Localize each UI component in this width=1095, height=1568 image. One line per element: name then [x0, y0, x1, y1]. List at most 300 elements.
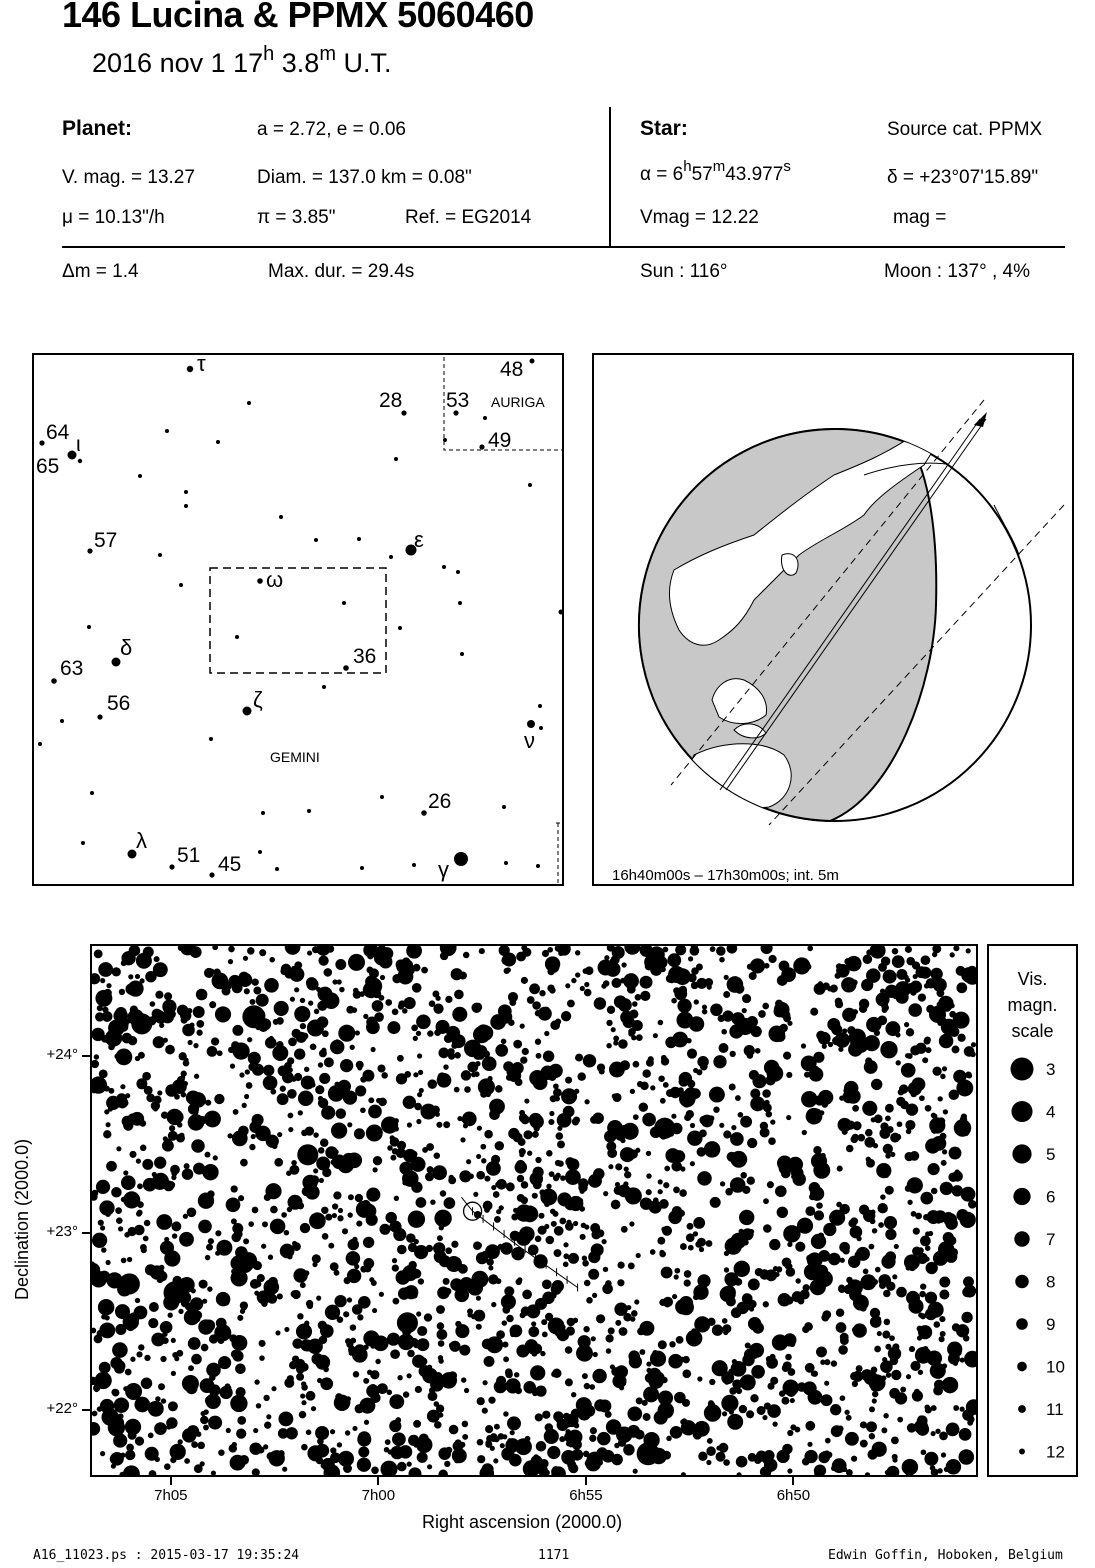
- field-star: [519, 1152, 524, 1157]
- field-star: [387, 1021, 400, 1034]
- field-star: [245, 1069, 250, 1074]
- finder-star: [257, 578, 263, 584]
- field-star: [857, 1236, 862, 1241]
- field-star: [814, 983, 826, 995]
- finder-star: [179, 583, 183, 587]
- field-star: [712, 1360, 728, 1376]
- field-star: [713, 1055, 726, 1068]
- field-star: [547, 1446, 560, 1459]
- field-star: [633, 1469, 638, 1474]
- field-star: [200, 1378, 215, 1393]
- field-star: [306, 1391, 316, 1401]
- field-star: [482, 1408, 488, 1414]
- finder-star: [527, 720, 535, 728]
- field-star: [949, 1090, 959, 1100]
- field-star: [965, 971, 970, 976]
- field-star: [746, 1410, 754, 1418]
- field-star: [602, 1283, 613, 1294]
- field-star: [128, 974, 133, 979]
- field-star: [127, 1257, 132, 1262]
- field-star: [488, 1397, 495, 1404]
- field-star: [231, 1350, 240, 1359]
- field-star: [620, 1147, 635, 1162]
- field-star: [795, 1242, 805, 1252]
- field-star: [938, 1096, 943, 1101]
- field-star: [313, 1132, 319, 1138]
- field-star: [416, 1015, 431, 1030]
- field-star: [739, 1210, 754, 1225]
- field-star: [642, 1113, 656, 1127]
- field-star: [590, 1427, 597, 1434]
- field-star: [618, 1039, 628, 1049]
- field-star: [437, 1235, 443, 1241]
- field-star: [141, 1378, 152, 1389]
- field-star: [165, 1182, 171, 1188]
- field-star: [353, 1371, 359, 1377]
- field-star: [194, 1074, 199, 1079]
- field-star: [294, 987, 299, 992]
- field-star: [263, 1444, 268, 1449]
- field-star: [846, 1415, 852, 1421]
- field-star: [321, 1048, 326, 1053]
- field-star: [101, 1247, 106, 1252]
- field-star: [92, 1411, 97, 1417]
- field-star: [379, 1224, 390, 1235]
- field-star: [905, 1185, 912, 1192]
- field-star: [149, 1470, 157, 1475]
- field-star: [502, 1320, 507, 1325]
- finder-label: 65: [36, 455, 60, 478]
- field-star: [821, 1153, 826, 1158]
- field-star: [390, 1137, 400, 1147]
- field-star: [438, 1413, 443, 1418]
- field-star: [191, 1354, 202, 1365]
- field-star: [471, 1314, 476, 1319]
- field-star: [865, 1057, 872, 1064]
- field-star: [839, 1242, 850, 1253]
- field-star: [607, 1006, 615, 1014]
- planet-parallax: π = 3.85": [257, 207, 336, 228]
- field-star: [672, 1032, 688, 1048]
- field-star: [459, 1345, 470, 1356]
- field-star: [899, 1084, 908, 1093]
- field-star: [272, 1045, 288, 1061]
- field-star: [920, 1236, 931, 1247]
- field-star: [680, 1419, 685, 1424]
- finder-label: 64: [46, 421, 70, 444]
- field-star: [764, 1403, 771, 1410]
- field-star: [592, 1293, 597, 1298]
- finder-star: [184, 490, 188, 494]
- field-star: [565, 1346, 573, 1354]
- legend-symbol: [1017, 1362, 1027, 1372]
- field-star: [843, 1090, 854, 1101]
- field-star: [884, 1216, 897, 1229]
- field-star: [337, 1215, 343, 1221]
- field-star: [585, 966, 594, 975]
- field-star: [347, 1122, 352, 1127]
- field-star: [300, 1339, 312, 1351]
- field-star: [720, 1181, 725, 1186]
- field-star: [370, 1370, 379, 1379]
- field-star: [292, 1242, 301, 1251]
- finder-star: [258, 850, 262, 854]
- field-star: [103, 1130, 111, 1138]
- field-star: [905, 946, 912, 953]
- field-star: [338, 1025, 355, 1042]
- field-star: [130, 1112, 144, 1126]
- field-star: [360, 1076, 366, 1082]
- field-star: [931, 1127, 938, 1134]
- field-star: [248, 1063, 256, 1071]
- field-star: [643, 1413, 651, 1421]
- field-star: [698, 1452, 707, 1461]
- field-star: [623, 1313, 632, 1322]
- field-star: [892, 955, 905, 968]
- field-star: [961, 1312, 972, 1323]
- field-star: [745, 1342, 751, 1348]
- field-star: [438, 1470, 447, 1475]
- y-axis-tick: [82, 1232, 90, 1234]
- field-star: [871, 1079, 882, 1090]
- moon-info: Moon : 137° , 4%: [884, 261, 1030, 282]
- field-star: [584, 1280, 591, 1287]
- field-star: [490, 1014, 506, 1030]
- field-star: [860, 1328, 865, 1333]
- finder-star: [184, 504, 188, 508]
- field-star: [775, 1186, 787, 1198]
- field-star: [855, 1252, 861, 1258]
- field-star: [918, 993, 926, 1001]
- field-star: [202, 1299, 207, 1304]
- finder-star: [322, 685, 326, 689]
- finder-star: [216, 440, 220, 444]
- field-star: [287, 1207, 292, 1212]
- planet-diameter: Diam. = 137.0 km = 0.08": [257, 167, 472, 188]
- field-star: [729, 1387, 736, 1394]
- field-star: [298, 1110, 303, 1115]
- field-star: [829, 1210, 845, 1226]
- field-star: [959, 1449, 975, 1465]
- field-star: [738, 1229, 743, 1234]
- field-star: [804, 1450, 817, 1463]
- field-star: [264, 1422, 271, 1429]
- field-star: [237, 1315, 243, 1321]
- field-star: [615, 1320, 621, 1326]
- finder-star: [460, 652, 464, 656]
- finder-label: 57: [94, 529, 118, 552]
- finder-star: [275, 867, 279, 871]
- field-star: [449, 1341, 460, 1352]
- field-star: [484, 1130, 493, 1139]
- field-star: [770, 1119, 775, 1124]
- field-star: [237, 1256, 254, 1273]
- finder-label: τ: [197, 355, 206, 376]
- field-star: [171, 1171, 177, 1177]
- field-star: [597, 1432, 611, 1446]
- field-star: [455, 1324, 469, 1338]
- field-star: [191, 1288, 196, 1293]
- field-star: [781, 967, 796, 982]
- field-star: [521, 1181, 529, 1189]
- field-star: [763, 1224, 772, 1233]
- field-star: [722, 1318, 728, 1324]
- field-star: [725, 1237, 742, 1254]
- field-star: [679, 1189, 687, 1197]
- field-star: [446, 1256, 462, 1272]
- field-star: [801, 1091, 818, 1108]
- field-star: [331, 1122, 347, 1138]
- field-star: [316, 1295, 321, 1300]
- field-star: [696, 964, 703, 971]
- field-star: [563, 1106, 575, 1118]
- field-star: [521, 1306, 531, 1316]
- field-star: [584, 1225, 589, 1230]
- field-star: [119, 989, 125, 995]
- field-star: [886, 1372, 892, 1378]
- field-star: [256, 1403, 261, 1408]
- field-star: [863, 955, 873, 965]
- globe-caption: 16h40m00s – 17h30m00s; int. 5m: [612, 867, 839, 884]
- field-star: [144, 1220, 151, 1227]
- field-star: [218, 1449, 224, 1455]
- field-star: [892, 1343, 899, 1350]
- field-star: [237, 1416, 246, 1425]
- field-star: [873, 1143, 878, 1148]
- field-star: [743, 1293, 749, 1299]
- field-star: [306, 1430, 312, 1436]
- field-star: [181, 1092, 187, 1098]
- field-star: [748, 1453, 757, 1462]
- field-star: [113, 1009, 127, 1023]
- field-star: [317, 1438, 324, 1445]
- finder-star: [528, 483, 532, 487]
- field-star: [397, 1245, 407, 1255]
- field-star: [696, 978, 707, 989]
- field-star: [424, 1313, 432, 1321]
- field-star: [646, 1368, 651, 1373]
- field-star: [813, 1162, 830, 1179]
- field-star: [277, 1293, 283, 1299]
- x-axis-tick-label: 7h05: [154, 1487, 188, 1504]
- field-star: [648, 1396, 654, 1402]
- field-star: [267, 1452, 275, 1460]
- field-star: [684, 1270, 692, 1278]
- field-star: [702, 1005, 707, 1010]
- field-star: [762, 1454, 773, 1465]
- field-star: [885, 1344, 891, 1350]
- field-star: [343, 1311, 349, 1317]
- field-star: [734, 1261, 750, 1277]
- delta-magnitude: Δm = 1.4: [62, 261, 139, 282]
- field-star: [271, 1386, 276, 1391]
- field-star: [838, 1047, 843, 1052]
- field-star: [549, 1111, 554, 1116]
- field-star: [686, 1330, 703, 1347]
- field-star: [285, 1418, 292, 1425]
- field-star: [263, 1279, 279, 1295]
- field-star: [460, 1137, 465, 1142]
- field-star: [882, 1331, 890, 1339]
- field-star: [502, 1434, 507, 1439]
- field-star: [100, 1399, 114, 1413]
- field-star: [636, 1253, 641, 1258]
- field-star: [229, 1334, 237, 1342]
- field-star: [836, 1202, 842, 1208]
- field-star: [895, 1032, 900, 1037]
- finder-label: 49: [488, 429, 512, 452]
- field-star: [596, 1447, 607, 1458]
- field-star: [416, 1119, 421, 1124]
- field-star: [489, 1109, 500, 1120]
- field-star: [334, 1270, 340, 1276]
- field-star: [639, 1102, 648, 1111]
- field-star: [924, 983, 929, 988]
- finder-label: 56: [107, 692, 131, 715]
- field-star: [247, 1037, 252, 1042]
- field-star: [195, 1147, 201, 1153]
- field-star: [502, 1306, 510, 1314]
- field-star: [897, 1121, 903, 1127]
- field-star: [707, 1318, 715, 1326]
- field-star: [387, 1390, 392, 1395]
- field-star: [199, 1280, 208, 1289]
- field-star: [553, 1083, 559, 1089]
- field-star: [614, 1443, 620, 1449]
- field-star: [723, 1130, 731, 1138]
- field-star: [319, 1178, 324, 1183]
- field-star: [929, 1006, 946, 1023]
- field-star: [947, 1341, 962, 1356]
- finder-star: [165, 429, 169, 433]
- field-star: [505, 1371, 513, 1379]
- field-star: [630, 1089, 635, 1094]
- field-star: [531, 1321, 536, 1326]
- field-star: [291, 1160, 297, 1166]
- field-star: [773, 1266, 778, 1271]
- field-star: [434, 1421, 442, 1429]
- field-star: [658, 1020, 664, 1026]
- field-star: [274, 1001, 289, 1016]
- field-star: [650, 1085, 655, 1090]
- field-star: [678, 1087, 684, 1093]
- field-star: [849, 1029, 866, 1046]
- field-star: [366, 966, 373, 973]
- field-star: [935, 1429, 940, 1434]
- field-star: [112, 1389, 120, 1397]
- field-star: [891, 1370, 901, 1380]
- field-star: [406, 1156, 411, 1161]
- field-star: [779, 1390, 785, 1396]
- field-star: [508, 1019, 515, 1026]
- field-star: [878, 1274, 890, 1286]
- field-star: [749, 1070, 759, 1080]
- finder-label: 53: [446, 389, 470, 412]
- field-star: [668, 1211, 682, 1225]
- field-star: [693, 1285, 708, 1300]
- field-star: [532, 1131, 539, 1138]
- star-declination: δ = +23°07'15.89": [887, 167, 1039, 188]
- field-star: [168, 1401, 178, 1411]
- field-star: [446, 1026, 460, 1040]
- field-star: [125, 1369, 132, 1376]
- field-star: [916, 966, 928, 978]
- finder-star: [538, 704, 542, 708]
- field-star: [906, 1028, 914, 1036]
- field-star: [264, 1194, 271, 1201]
- field-star: [278, 1098, 284, 1104]
- finder-star: [314, 538, 318, 542]
- constellation-name-gemini: GEMINI: [270, 749, 320, 765]
- field-star: [114, 1363, 125, 1374]
- field-star: [368, 1097, 374, 1103]
- field-star: [259, 1340, 266, 1347]
- field-star: [885, 1116, 891, 1122]
- field-star: [212, 946, 218, 950]
- field-star: [475, 1284, 481, 1290]
- field-star: [878, 1222, 884, 1228]
- field-star: [483, 1201, 493, 1211]
- field-star: [359, 991, 365, 997]
- field-star: [276, 1017, 284, 1025]
- field-star: [623, 1181, 628, 1186]
- field-star: [720, 1286, 736, 1302]
- field-star: [555, 1173, 561, 1179]
- field-star: [763, 1301, 769, 1307]
- field-star: [178, 1309, 183, 1314]
- y-axis-tick: [82, 1055, 90, 1057]
- bright-star: [637, 1442, 660, 1465]
- field-star: [448, 1053, 455, 1060]
- field-star: [582, 1260, 589, 1267]
- field-star: [703, 1318, 708, 1323]
- field-star: [706, 1240, 713, 1247]
- field-star: [184, 1458, 190, 1464]
- field-star: [953, 1361, 958, 1366]
- field-star: [363, 1258, 374, 1269]
- field-star: [613, 1036, 619, 1042]
- field-star: [911, 1211, 917, 1217]
- field-star: [165, 1045, 175, 1055]
- field-star: [437, 1329, 448, 1340]
- field-star: [724, 1379, 729, 1384]
- field-star: [232, 1025, 243, 1036]
- field-star: [379, 1292, 384, 1297]
- field-star: [253, 1261, 262, 1270]
- field-star: [380, 975, 385, 980]
- legend-symbol: [1011, 1101, 1032, 1122]
- field-star: [151, 1333, 165, 1347]
- field-star: [558, 1161, 564, 1167]
- field-star: [617, 1261, 624, 1268]
- finder-star: [342, 601, 346, 605]
- field-star: [928, 1163, 940, 1175]
- field-star: [397, 1462, 407, 1472]
- field-star: [620, 1138, 625, 1143]
- field-star: [807, 946, 813, 951]
- field-star: [722, 1324, 731, 1333]
- field-star: [690, 1161, 695, 1166]
- field-star: [631, 1310, 638, 1317]
- finder-star: [87, 548, 92, 553]
- field-star: [193, 1310, 202, 1319]
- field-star: [869, 1406, 875, 1412]
- field-star: [123, 1170, 128, 1175]
- field-star: [493, 1458, 498, 1463]
- field-star: [584, 1099, 589, 1104]
- field-star: [112, 967, 121, 976]
- field-star: [230, 1395, 247, 1412]
